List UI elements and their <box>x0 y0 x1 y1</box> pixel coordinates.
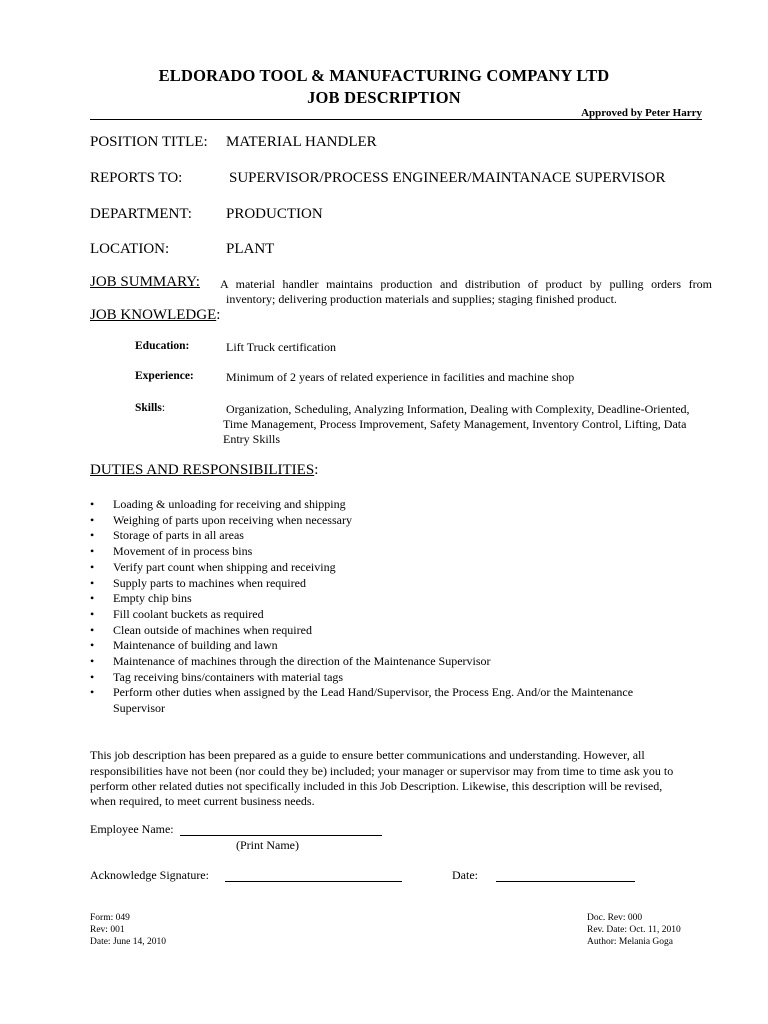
duty-text: Clean outside of machines when required <box>113 622 312 637</box>
bullet-icon: • <box>90 575 95 590</box>
department-value: PRODUCTION <box>226 206 323 222</box>
skills-line-1: Organization, Scheduling, Analyzing Information, Dealing with Complexity, Deadline-Oriented, <box>226 402 690 416</box>
job-knowledge-colon: : <box>216 307 221 323</box>
duties-colon: : <box>314 462 319 478</box>
bullet-icon: • <box>90 528 95 543</box>
job-summary-heading: JOB SUMMARY: <box>90 274 200 290</box>
bullet-icon: • <box>90 559 95 574</box>
bullet-icon: • <box>90 591 95 606</box>
job-knowledge-label: JOB KNOWLEDGE <box>90 307 217 323</box>
skills-line-2: Time Management, Process Improvement, Safety Management, Inventory Control, Lifting, Data <box>223 417 687 431</box>
bullet-icon: • <box>90 638 95 653</box>
location-value: PLANT <box>226 241 275 257</box>
date-label: Date: <box>452 868 478 882</box>
bullet-icon: • <box>90 544 95 559</box>
duty-text: Weighing of parts upon receiving when necessary <box>113 512 352 527</box>
disclaimer-line-2: responsibilities have not been (nor could they be) included; your manager or supervisor may from time to time ask you to <box>90 764 674 778</box>
list-item <box>90 528 690 544</box>
job-knowledge-heading <box>90 307 220 324</box>
position-title-label: POSITION TITLE: <box>90 134 208 150</box>
bullet-icon: • <box>90 512 95 527</box>
list-item <box>90 607 690 623</box>
skills-heading <box>135 402 165 414</box>
skills-colon: : <box>161 402 166 414</box>
bullet-icon: • <box>90 606 95 621</box>
duty-text: Movement of in process bins <box>113 544 253 559</box>
duty-text: Fill coolant buckets as required <box>113 606 264 621</box>
approved-by: Approved by Peter Harry <box>581 107 702 119</box>
experience-value: Minimum of 2 years of related experience in facilities and machine shop <box>226 370 575 384</box>
form-rev: Rev: 001 <box>90 925 125 935</box>
job-summary-line-2: inventory; delivering production materials and supplies; staging finished product. <box>226 292 617 306</box>
disclaimer-line-4: when required, to meet current business needs. <box>90 794 315 808</box>
list-item <box>90 654 690 670</box>
list-item <box>90 576 690 592</box>
education-value: Lift Truck certification <box>226 340 336 354</box>
employee-name-label: Employee Name: <box>90 822 174 836</box>
job-summary-line-1: A material handler maintains production and distribution of product by pulling orders from <box>220 277 712 291</box>
bullet-icon: • <box>90 654 95 669</box>
reports-to-value: SUPERVISOR/PROCESS ENGINEER/MAINTANACE SUPERVISOR <box>229 170 666 186</box>
list-item <box>90 670 690 686</box>
list-item <box>90 685 673 716</box>
duty-text: Maintenance of building and lawn <box>113 638 278 653</box>
duty-text: Loading & unloading for receiving and shipping <box>113 497 346 511</box>
author: Author: Melania Goga <box>587 937 674 947</box>
experience-label: Experience: <box>135 370 194 382</box>
list-item <box>90 513 690 529</box>
company-name: ELDORADO TOOL & MANUFACTURING COMPANY LTD <box>158 66 610 85</box>
list-item <box>90 623 690 639</box>
duty-text: Verify part count when shipping and receiving <box>113 559 336 574</box>
form-date: Date: June 14, 2010 <box>90 937 166 947</box>
duty-text: Storage of parts in all areas <box>113 528 244 543</box>
duties-list <box>90 497 690 717</box>
duties-label: DUTIES AND RESPONSIBILITIES <box>90 462 315 478</box>
education-label: Education: <box>135 340 190 352</box>
approval-rule <box>90 119 702 120</box>
bullet-icon: • <box>90 669 95 684</box>
position-title-value: MATERIAL HANDLER <box>226 134 377 150</box>
skills-label: Skills <box>135 402 162 414</box>
acknowledge-signature-label: Acknowledge Signature: <box>90 868 209 882</box>
doc-rev: Doc. Rev: 000 <box>587 913 643 923</box>
employee-name-field[interactable] <box>180 823 382 836</box>
form-number: Form: 049 <box>90 913 130 923</box>
print-name-caption: (Print Name) <box>236 838 299 852</box>
duty-text: Supply parts to machines when required <box>113 575 306 590</box>
location-label: LOCATION: <box>90 241 170 257</box>
list-item <box>90 544 690 560</box>
list-item <box>90 591 690 607</box>
document-title: JOB DESCRIPTION <box>307 88 461 107</box>
disclaimer-line-3: perform other related duties not specifically included in this Job Description. Likewise, this description will be revised, <box>90 779 663 793</box>
bullet-icon: • <box>90 497 95 511</box>
duties-heading <box>90 462 318 479</box>
bullet-icon: • <box>90 685 95 700</box>
duty-text: Perform other duties when assigned by the Lead Hand/Supervisor, the Process Eng. And/or the Maintenance Supervisor <box>113 685 634 716</box>
bullet-icon: • <box>90 622 95 637</box>
signature-field[interactable] <box>225 869 402 882</box>
list-item <box>90 560 690 576</box>
duty-text: Tag receiving bins/containers with material tags <box>113 669 344 684</box>
department-label: DEPARTMENT: <box>90 206 192 222</box>
duty-text: Maintenance of machines through the direction of the Maintenance Supervisor <box>113 654 491 669</box>
date-field[interactable] <box>496 869 635 882</box>
skills-line-3: Entry Skills <box>223 432 281 446</box>
list-item <box>90 497 690 513</box>
rev-date: Rev. Date: Oct. 11, 2010 <box>587 925 681 935</box>
duty-text: Empty chip bins <box>113 591 192 606</box>
reports-to-label: REPORTS TO: <box>90 170 183 186</box>
list-item <box>90 638 690 654</box>
disclaimer-line-1: This job description has been prepared as a guide to ensure better communications and understanding. However, all <box>90 748 645 762</box>
